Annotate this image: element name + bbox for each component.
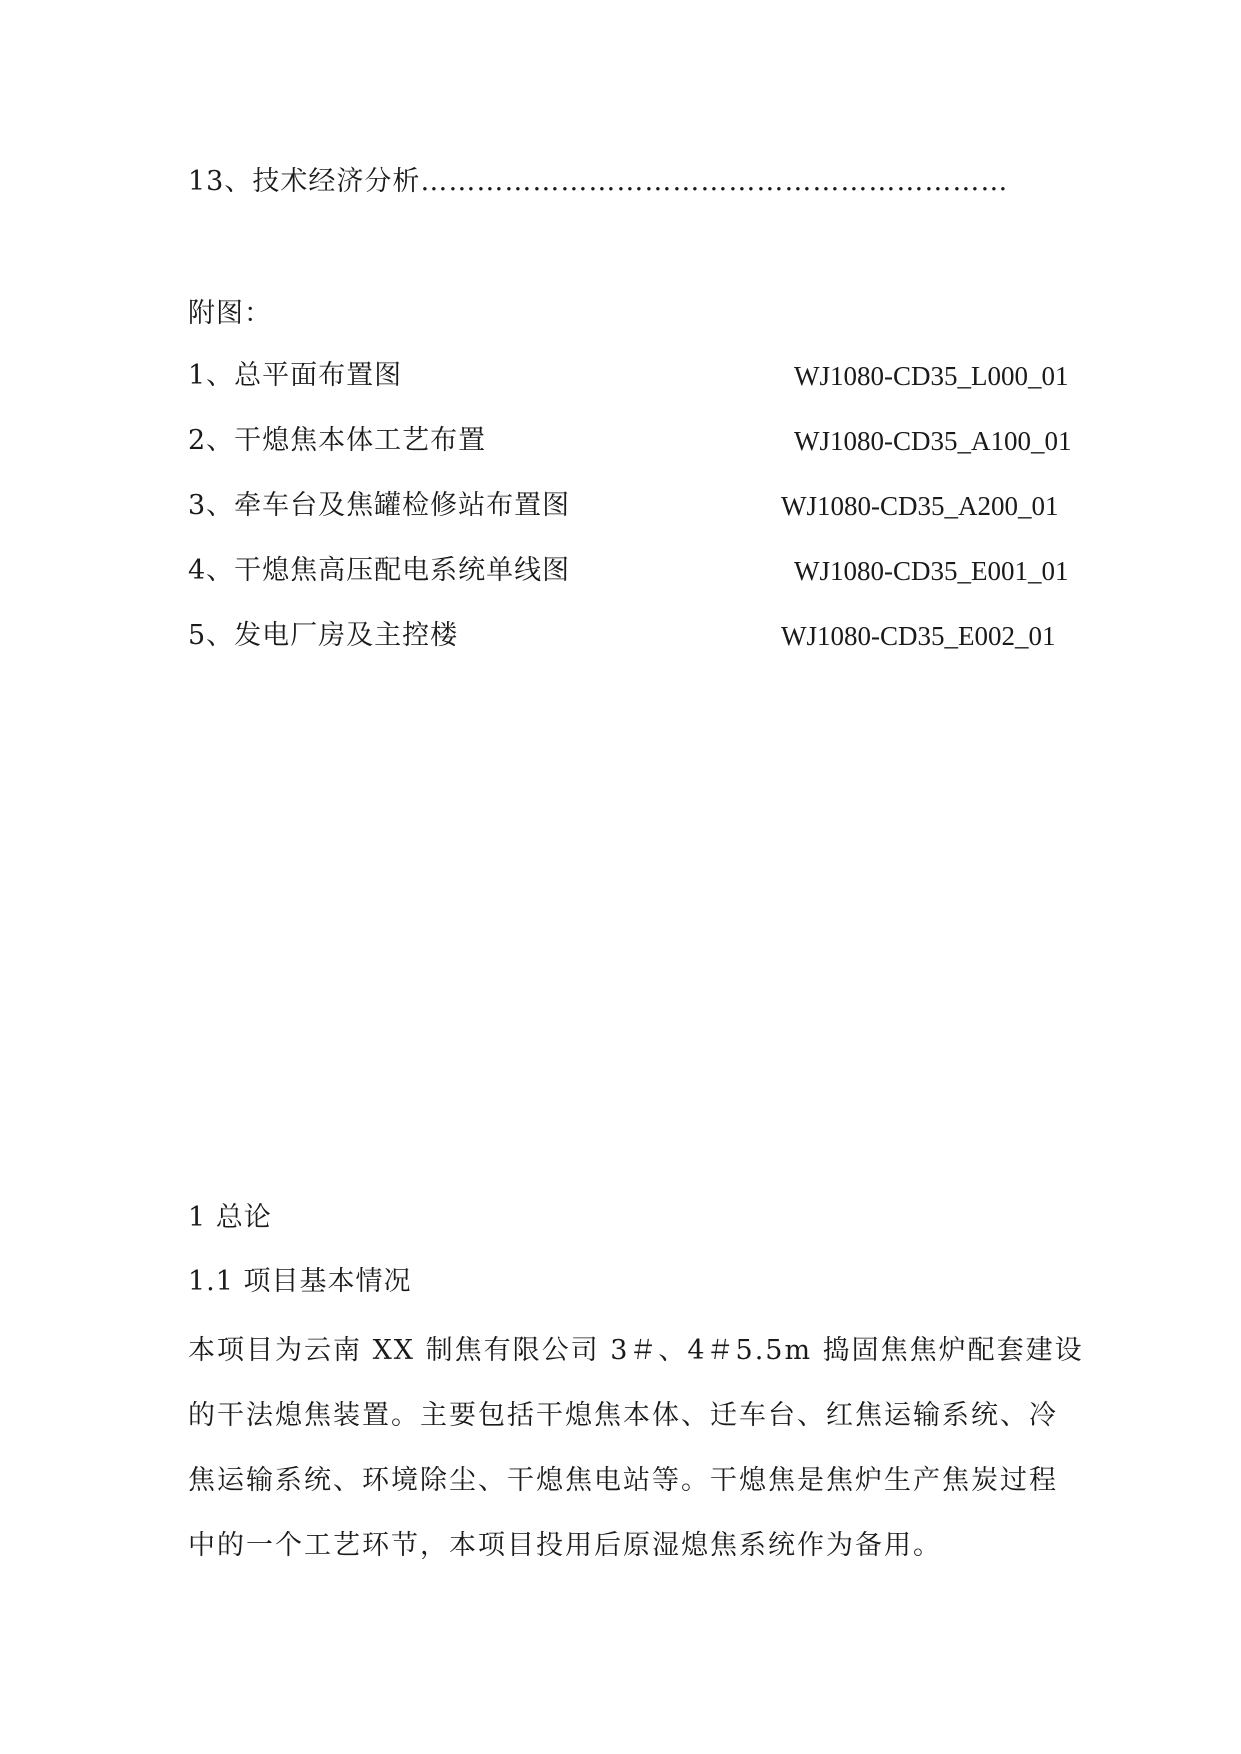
toc-item-13: 13、技术经济分析……………………………………………………… [188, 166, 1009, 197]
figure-list-item [188, 553, 1088, 589]
figure-list-item [188, 618, 1088, 654]
figure-code: WJ1080-CD35_A200_01 [781, 491, 1059, 521]
section-subheading: 1.1 项目基本情况 [188, 1266, 412, 1297]
figure-name: 2、干熄焦本体工艺布置 [188, 425, 487, 456]
figure-code: WJ1080-CD35_E002_01 [781, 621, 1056, 651]
figure-list-item [188, 358, 1088, 394]
figure-list-item [188, 423, 1088, 459]
figure-list-item [188, 488, 1088, 524]
figure-name: 4、干熄焦高压配电系统单线图 [188, 555, 571, 586]
body-paragraph [188, 1318, 1084, 1578]
figure-code: WJ1080-CD35_A100_01 [794, 426, 1072, 456]
paragraph-line: 焦运输系统、环境除尘、干熄焦电站等。干熄焦是焦炉生产焦炭过程 [188, 1465, 1058, 1496]
paragraph-line: 中的一个工艺环节，本项目投用后原湿熄焦系统作为备用。 [188, 1530, 942, 1561]
paragraph-line: 本项目为云南 XX 制焦有限公司 3＃、4＃5.5m 捣固焦焦炉配套建设 [188, 1335, 1084, 1366]
figure-name: 5、发电厂房及主控楼 [188, 620, 459, 651]
figure-code: WJ1080-CD35_E001_01 [794, 556, 1069, 586]
paragraph-line: 的干法熄焦装置。主要包括干熄焦本体、迁车台、红焦运输系统、冷 [188, 1400, 1058, 1431]
figure-name: 3、牵车台及焦罐检修站布置图 [188, 490, 571, 521]
figure-code: WJ1080-CD35_L000_01 [794, 361, 1069, 391]
figure-name: 1、总平面布置图 [188, 360, 403, 391]
figures-label: 附图： [188, 298, 272, 329]
section-heading: 1 总论 [188, 1202, 272, 1233]
